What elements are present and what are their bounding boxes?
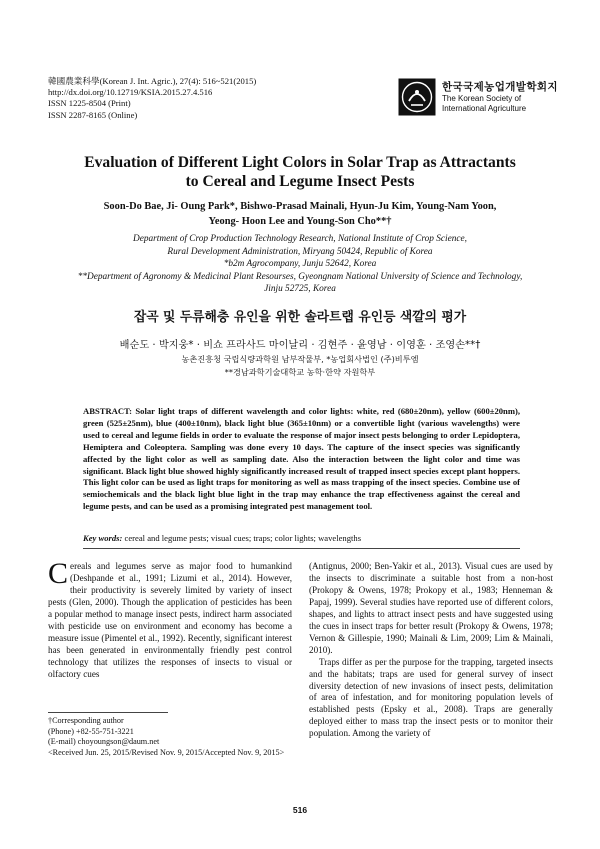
body-column-left xyxy=(48,557,292,681)
footnote-divider xyxy=(48,712,168,713)
body-paragraph: Traps differ as per the purpose for the trapping, targeted insects and the habitats; traps are used for general survey of insect diversity detection of new invasions of insect pests, delimitation of area of infestation, and for monitoring population levels of established pests (Epsky et al., 2008). Traps are generally deployed either to mass trap the insect pests or to monitor their population. Among the variety of xyxy=(309,656,553,739)
society-english-name: The Korean Society of International Agriculture xyxy=(442,94,527,113)
phone: (Phone) +82-55-751-3221 xyxy=(48,726,134,736)
corresponding-author: †Corresponding author xyxy=(48,716,124,725)
footnote xyxy=(48,716,298,758)
journal-header xyxy=(48,76,256,121)
korean-affiliations xyxy=(40,353,560,378)
korean-authors: 배순도 · 박지웅* · 비쇼 프라사드 마이날리 · 김현주 · 윤영남 · 이영훈 · 조영손**† xyxy=(119,340,481,351)
author-list xyxy=(50,200,550,229)
intro-text: ereals and legumes serve as major food to humankind (Deshpande et al., 1991; Lizumi et al., 2014). However, their productivity is severely limited by variety of insect pests (Glen, 2000). Though the application of pesticides has been a popular method to manage insect pests, indirect harm associated with pesticide use on environment and economy has become a measure issue (Pimentel et al., 1992). Recently, significant interest has been generated in environmentally friendly pest control technology that utilizes the responses of insects to visual or olfactory cues xyxy=(48,561,292,679)
abstract-divider xyxy=(83,548,520,549)
abstract-label: ABSTRACT: xyxy=(83,406,133,416)
paper-title xyxy=(40,153,560,191)
drop-cap: C xyxy=(48,557,69,590)
korean-affiliation-line: **경남과학기술대학교 농학·한약 자원학부 xyxy=(224,366,376,377)
abstract xyxy=(83,406,520,513)
authors-line-2: Yeong- Hoon Lee and Young-Son Cho**† xyxy=(208,215,392,227)
keywords xyxy=(83,533,520,543)
korean-title: 잡곡 및 두류해충 유인을 위한 솔라트랩 유인등 색깔의 평가 xyxy=(133,310,467,325)
intro-paragraph xyxy=(48,557,292,681)
affiliation-line: Rural Development Administration, Miryang 50424, Republic of Korea xyxy=(167,246,433,257)
issn-print: ISSN 1225-8504 (Print) xyxy=(48,98,131,109)
society-logo xyxy=(398,78,568,120)
doi-link[interactable]: http://dx.doi.org/10.12719/KSIA.2015.27.4.516 xyxy=(48,87,213,98)
title-line-2: to Cereal and Legume Insect Pests xyxy=(185,173,415,190)
korean-affiliation-line: 농촌진흥청 국립식량과학원 남부작물부, *농업회사법인 (주)비투엠 xyxy=(181,354,419,364)
issn-online: ISSN 2287-8165 (Online) xyxy=(48,109,138,120)
journal-citation: 韓國農業科學(Korean J. Int. Agric.), 27(4): 516~521(2015) xyxy=(48,76,257,86)
affiliation-line: Department of Crop Production Technology Research, National Institute of Crop Science, xyxy=(133,234,467,244)
title-line-1: Evaluation of Different Light Colors in Solar Trap as Attractants xyxy=(84,154,516,171)
society-korean-name: 한국국제농업개발학회지 xyxy=(442,81,558,93)
page-number: 516 xyxy=(292,805,308,815)
affiliation-line: *b2m Agrocompany, Junju 52642, Korea xyxy=(223,259,377,270)
affiliation-line: **Department of Agronomy & Medicinal Plant Resourses, Gyeongnam National University of Science and Technology, xyxy=(77,271,523,282)
affiliation-line: Jinju 52725, Korea xyxy=(264,284,336,295)
body-paragraph: (Antignus, 2000; Ben-Yakir et al., 2013). Visual cues are used by the insects to discriminate a suitable host from a non-host (Prokopy & Owens, 1978; Prokopy et al., 1983; Henneman & Papaj, 1999). Several studies have reported use of different colors, shapes, and lights to attract insect pests and have suggested using the cues in insect traps for better result (Prokopy & Owens, 1978; Vernon & Gillespie, 1990; Mainali & Lim, 2009; Lim & Mainali, 2010). xyxy=(309,561,553,655)
keywords-label: Key words: xyxy=(83,533,123,543)
abstract-text: Solar light traps of different wavelength and color lights: white, red (680±20nm), yellow (600±20nm), green (525±25nm), blue (400±10nm), black light blue (365±10nm) or a convertible light (various wavelengths) were used to cereal and legume fields in order to evaluate the response of major insect pests belonging to order Lepidoptera, Hemiptera and Coleoptera. Sampling was done every 10 days. The capture of the insect species was significantly affected by the light color as well as sampling date. Also the interaction between the light color and time was significant. Black light blue showed highly significantly increased result of trapped insect species except plant hoppers. This light color can be used as light traps for monitoring as well as mass trapping of the insect species. Combine use of semiochemicals and the black light blue light in the trap may enhance the trap effectiveness against the cereal and legume pests, and can be used as a promising integrated pest management tool. xyxy=(83,406,520,512)
email[interactable]: (E-mail) choyoungson@daum.net xyxy=(48,737,160,747)
affiliations xyxy=(40,233,560,296)
authors-line-1: Soon-Do Bae, Ji- Oung Park*, Bishwo-Prasad Mainali, Hyun-Ju Kim, Young-Nam Yoon, xyxy=(103,201,497,212)
society-seal-icon xyxy=(398,78,436,116)
received-dates: <Received Jun. 25, 2015/Revised Nov. 9, 2015/Accepted Nov. 9, 2015> xyxy=(48,747,285,757)
body-column-right xyxy=(309,561,553,740)
keywords-text: cereal and legume pests; visual cues; traps; color lights; wavelengths xyxy=(124,533,362,543)
